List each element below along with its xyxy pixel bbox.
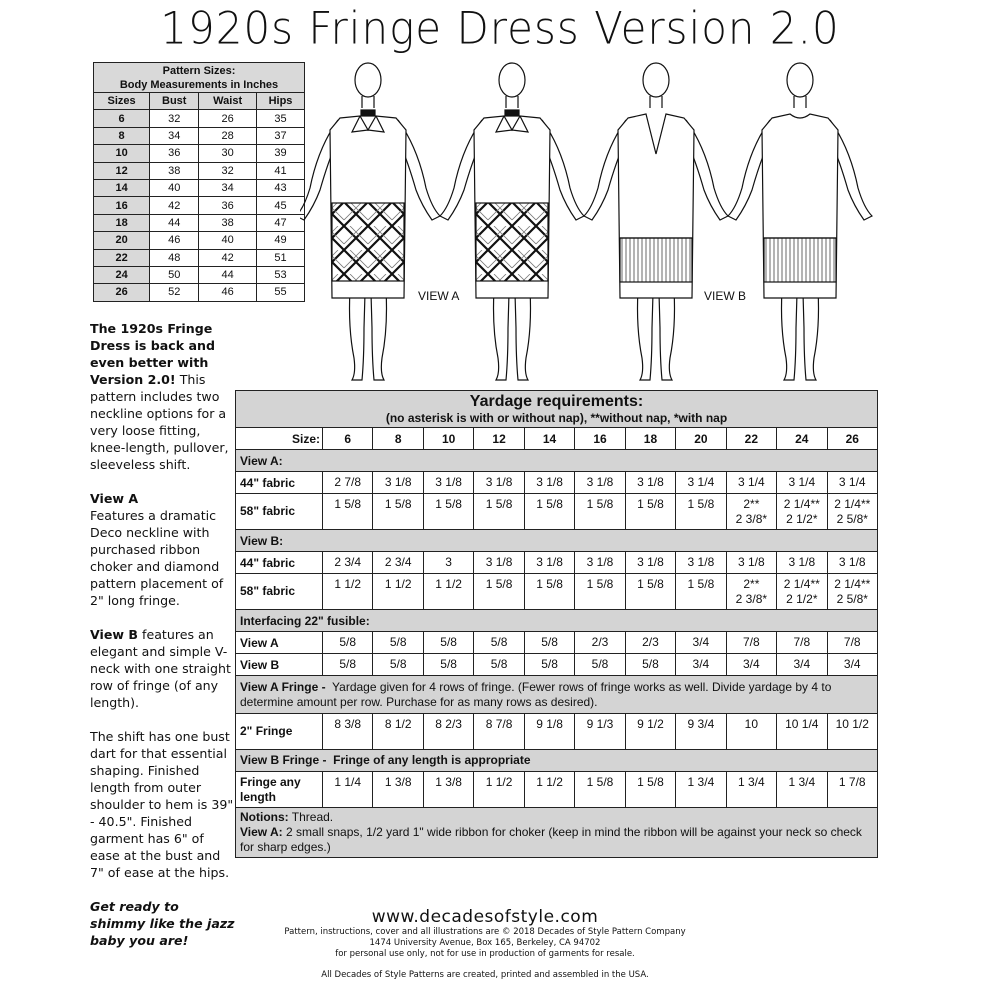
yardage-cell: 3 1/8 — [524, 552, 574, 574]
footer — [235, 907, 735, 980]
size-cell: 6 — [94, 110, 150, 127]
yardage-cell: 1 1/2 — [373, 574, 423, 610]
yardage-cell: 3/4 — [827, 654, 877, 676]
waist-cell: 28 — [199, 127, 257, 144]
yardage-cell: 1 1/2 — [474, 772, 524, 808]
yardage-cell: 1 3/4 — [676, 772, 726, 808]
view-b-back-figure — [728, 63, 872, 380]
hips-cell: 45 — [257, 197, 305, 214]
interfacing-view-a-row — [236, 632, 878, 654]
yardage-cell: 3/4 — [726, 654, 776, 676]
yardage-cell: 3/4 — [676, 654, 726, 676]
col-header-bust: Bust — [150, 93, 199, 110]
hips-cell: 35 — [257, 110, 305, 127]
yardage-cell: 9 3/4 — [676, 714, 726, 750]
hips-cell: 43 — [257, 179, 305, 196]
yardage-cell: 3 1/4 — [827, 472, 877, 494]
yardage-cell: 9 1/8 — [524, 714, 574, 750]
size-chart — [93, 62, 305, 302]
waist-cell: 36 — [199, 197, 257, 214]
yardage-cell: 1 3/4 — [726, 772, 776, 808]
size-row — [94, 214, 305, 231]
bust-cell: 38 — [150, 162, 199, 179]
yardage-cell: 1 1/2 — [323, 574, 373, 610]
yardage-cell: 1 5/8 — [575, 772, 625, 808]
waist-cell: 30 — [199, 145, 257, 162]
yardage-cell: 1 3/8 — [373, 772, 423, 808]
col-header-hips: Hips — [257, 93, 305, 110]
view-a-front-figure — [300, 63, 440, 380]
two-inch-fringe-row — [236, 714, 878, 750]
waist-cell: 40 — [199, 232, 257, 249]
yardage-cell: 1 5/8 — [474, 494, 524, 530]
yardage-cell: 3/4 — [777, 654, 827, 676]
usage-line: for personal use only, not for use in production of garments for resale. — [335, 949, 635, 959]
yardage-cell: 3 1/8 — [676, 552, 726, 574]
yardage-cell: 1 5/8 — [373, 494, 423, 530]
yardage-cell: 1 5/8 — [423, 494, 473, 530]
view-a-section — [236, 450, 878, 472]
yardage-cell: 5/8 — [373, 632, 423, 654]
yardage-cell: 2 1/4** 2 5/8* — [827, 574, 877, 610]
size-row — [94, 284, 305, 301]
view-a-fringe-section — [236, 676, 878, 714]
size-header: 22 — [726, 428, 776, 450]
size-cell: 24 — [94, 266, 150, 283]
size-label: Size: — [236, 428, 323, 450]
yardage-cell: 3 1/8 — [625, 552, 675, 574]
waist-cell: 32 — [199, 162, 257, 179]
copyright-line: Pattern, instructions, cover and all illustrations are © 2018 Decades of Style Pattern Company — [284, 927, 686, 937]
yardage-cell: 10 — [726, 714, 776, 750]
row-label: Fringe any length — [236, 772, 323, 808]
hips-cell: 39 — [257, 145, 305, 162]
bust-cell: 46 — [150, 232, 199, 249]
size-header: 16 — [575, 428, 625, 450]
view-b-front-figure — [584, 63, 728, 380]
bust-cell: 44 — [150, 214, 199, 231]
row-label: 44" fabric — [236, 472, 323, 494]
yardage-cell: 2 7/8 — [323, 472, 373, 494]
hips-cell: 47 — [257, 214, 305, 231]
yardage-cell: 7/8 — [777, 632, 827, 654]
size-row — [94, 232, 305, 249]
bust-cell: 52 — [150, 284, 199, 301]
intro-paragraph: The 1920s Fringe Dress is back and even better with Version 2.0! This pattern includes two neckline options for a very loose fitting, knee-length, pullover, sleeveless shift. — [90, 321, 229, 472]
size-header: 20 — [676, 428, 726, 450]
yardage-cell: 1 5/8 — [625, 494, 675, 530]
size-header: 18 — [625, 428, 675, 450]
yardage-cell: 2/3 — [625, 632, 675, 654]
closing-tagline: Get ready to shimmy like the jazz baby you are! — [90, 899, 235, 948]
yardage-cell: 1 5/8 — [575, 574, 625, 610]
size-cell: 12 — [94, 162, 150, 179]
bust-cell: 50 — [150, 266, 199, 283]
yardage-cell: 5/8 — [474, 632, 524, 654]
yardage-cell: 1 5/8 — [323, 494, 373, 530]
size-row — [94, 197, 305, 214]
size-header: 12 — [474, 428, 524, 450]
yardage-cell: 7/8 — [827, 632, 877, 654]
yardage-cell: 1 5/8 — [676, 574, 726, 610]
yardage-table — [235, 390, 878, 858]
view-b-section — [236, 530, 878, 552]
yardage-cell: 8 2/3 — [423, 714, 473, 750]
yardage-cell: 1 5/8 — [524, 494, 574, 530]
yardage-cell: 8 1/2 — [373, 714, 423, 750]
size-cell: 22 — [94, 249, 150, 266]
yardage-cell: 3 1/8 — [423, 472, 473, 494]
view-b-paragraph: View B features an elegant and simple V-neck with one straight row of fringe (of any length). — [90, 627, 231, 710]
yardage-cell: 3 1/8 — [373, 472, 423, 494]
yardage-cell: 3 1/8 — [575, 552, 625, 574]
view-b-caption: VIEW B — [704, 289, 747, 303]
size-row — [94, 110, 305, 127]
yardage-cell: 2 3/4 — [373, 552, 423, 574]
interfacing-section — [236, 610, 878, 632]
size-row — [94, 266, 305, 283]
address-line: 1474 University Avenue, Box 165, Berkeley, CA 94702 — [369, 938, 601, 948]
yardage-cell: 1 5/8 — [625, 574, 675, 610]
waist-cell: 38 — [199, 214, 257, 231]
yardage-cell: 3 1/8 — [625, 472, 675, 494]
yardage-cell: 5/8 — [575, 654, 625, 676]
fringe-any-length-row — [236, 772, 878, 808]
size-header: 14 — [524, 428, 574, 450]
size-cell: 16 — [94, 197, 150, 214]
row-label: 58" fabric — [236, 574, 323, 610]
hips-cell: 55 — [257, 284, 305, 301]
size-cell: 26 — [94, 284, 150, 301]
hips-cell: 37 — [257, 127, 305, 144]
yardage-cell: 9 1/3 — [575, 714, 625, 750]
hips-cell: 51 — [257, 249, 305, 266]
yardage-cell: 2 1/4** 2 5/8* — [827, 494, 877, 530]
yardage-cell: 1 5/8 — [474, 574, 524, 610]
yardage-cell: 3 1/4 — [726, 472, 776, 494]
made-in-usa-line: All Decades of Style Patterns are created, printed and assembled in the USA. — [321, 970, 649, 980]
yardage-cell: 5/8 — [373, 654, 423, 676]
bust-cell: 36 — [150, 145, 199, 162]
yardage-cell: 1 3/4 — [777, 772, 827, 808]
yardage-cell: 5/8 — [474, 654, 524, 676]
size-cell: 18 — [94, 214, 150, 231]
yardage-cell: 1 5/8 — [524, 574, 574, 610]
bust-cell: 40 — [150, 179, 199, 196]
dress-illustrations — [300, 58, 900, 386]
yardage-cell: 2** 2 3/8* — [726, 574, 776, 610]
view-a-back-figure — [440, 63, 584, 380]
col-header-sizes: Sizes — [94, 93, 150, 110]
yardage-cell: 2 3/4 — [323, 552, 373, 574]
yardage-cell: 1 1/2 — [524, 772, 574, 808]
size-row — [94, 145, 305, 162]
yardage-cell: 3/4 — [676, 632, 726, 654]
yardage-cell: 9 1/2 — [625, 714, 675, 750]
yardage-cell: 10 1/4 — [777, 714, 827, 750]
page-title: 1920s Fringe Dress Version 2.0 — [160, 2, 840, 55]
waist-cell: 26 — [199, 110, 257, 127]
yardage-cell: 2 1/4** 2 1/2* — [777, 494, 827, 530]
view-b-44-row — [236, 552, 878, 574]
row-label: 58" fabric — [236, 494, 323, 530]
website-url: www.decadesofstyle.com — [371, 907, 599, 927]
yardage-cell: 1 7/8 — [827, 772, 877, 808]
size-row — [94, 179, 305, 196]
notions-note: Notions: Thread. View A: 2 small snaps, 1/2 yard 1" wide ribbon for choker (keep in mind the ribbon will be against your neck so check for sharp edges.) — [236, 808, 878, 858]
view-a-44-row — [236, 472, 878, 494]
yardage-cell: 3 1/4 — [777, 472, 827, 494]
yardage-cell: 1 1/2 — [423, 574, 473, 610]
yardage-cell: 5/8 — [423, 632, 473, 654]
row-label: 44" fabric — [236, 552, 323, 574]
row-label: View A — [236, 632, 323, 654]
section-heading: Interfacing 22" fusible: — [236, 610, 878, 632]
yardage-cell: 2** 2 3/8* — [726, 494, 776, 530]
yardage-cell: 3 1/8 — [777, 552, 827, 574]
hips-cell: 53 — [257, 266, 305, 283]
col-header-waist: Waist — [199, 93, 257, 110]
yardage-cell: 5/8 — [524, 654, 574, 676]
view-a-caption: VIEW A — [418, 289, 460, 303]
yardage-cell: 3 1/8 — [726, 552, 776, 574]
view-a-paragraph: View A Features a dramatic Deco neckline with purchased ribbon choker and diamond pattern placement of 2" long fringe. — [90, 491, 224, 608]
yardage-cell: 1 5/8 — [625, 772, 675, 808]
size-chart-caption: Pattern Sizes: Body Measurements in Inches — [94, 63, 305, 93]
yardage-cell: 5/8 — [323, 654, 373, 676]
yardage-cell: 1 1/4 — [323, 772, 373, 808]
bust-cell: 34 — [150, 127, 199, 144]
hips-cell: 49 — [257, 232, 305, 249]
bust-cell: 48 — [150, 249, 199, 266]
size-row — [94, 127, 305, 144]
yardage-cell: 8 3/8 — [323, 714, 373, 750]
waist-cell: 46 — [199, 284, 257, 301]
yardage-cell: 2/3 — [575, 632, 625, 654]
size-header: 26 — [827, 428, 877, 450]
shift-paragraph: The shift has one bust dart for that essential shaping. Finished length from outer shoulder to hem is 39" - 40.5". Finished garment has 6" of ease at the bust and 7" of ease at the hips. — [90, 729, 234, 880]
row-label: View B — [236, 654, 323, 676]
size-row — [94, 162, 305, 179]
yardage-cell: 3 1/4 — [676, 472, 726, 494]
size-header-row — [236, 428, 878, 450]
yardage-cell: 5/8 — [423, 654, 473, 676]
interfacing-view-b-row — [236, 654, 878, 676]
yardage-cell: 3 1/8 — [827, 552, 877, 574]
size-header: 6 — [323, 428, 373, 450]
size-header: 24 — [777, 428, 827, 450]
yardage-cell: 3 1/8 — [474, 552, 524, 574]
view-b-58-row — [236, 574, 878, 610]
notions-section — [236, 808, 878, 858]
bust-cell: 42 — [150, 197, 199, 214]
yardage-cell: 2 1/4** 2 1/2* — [777, 574, 827, 610]
view-b-fringe-section — [236, 750, 878, 772]
hips-cell: 41 — [257, 162, 305, 179]
yardage-cell: 5/8 — [625, 654, 675, 676]
fringe-a-note: View A Fringe - Yardage given for 4 rows of fringe. (Fewer rows of fringe works as well. Divide yardage by 4 to determine amount per row. Purchase for as many rows as desired). — [236, 676, 878, 714]
waist-cell: 42 — [199, 249, 257, 266]
size-cell: 20 — [94, 232, 150, 249]
yardage-cell: 3 1/8 — [524, 472, 574, 494]
yardage-cell: 1 3/8 — [423, 772, 473, 808]
yardage-cell: 1 5/8 — [676, 494, 726, 530]
size-cell: 8 — [94, 127, 150, 144]
view-a-58-row — [236, 494, 878, 530]
size-cell: 10 — [94, 145, 150, 162]
row-label: 2" Fringe — [236, 714, 323, 750]
yardage-cell: 8 7/8 — [474, 714, 524, 750]
pattern-description — [90, 320, 236, 966]
size-header: 8 — [373, 428, 423, 450]
yardage-cell: 1 5/8 — [575, 494, 625, 530]
waist-cell: 34 — [199, 179, 257, 196]
yardage-title: Yardage requirements: (no asterisk is with or without nap), **without nap, *with nap — [236, 391, 878, 428]
yardage-cell: 10 1/2 — [827, 714, 877, 750]
section-heading: View A: — [236, 450, 878, 472]
section-heading: View B: — [236, 530, 878, 552]
yardage-cell: 3 1/8 — [575, 472, 625, 494]
yardage-cell: 7/8 — [726, 632, 776, 654]
fringe-b-note: View B Fringe - Fringe of any length is appropriate — [236, 750, 878, 772]
yardage-cell: 5/8 — [323, 632, 373, 654]
yardage-cell: 3 1/8 — [474, 472, 524, 494]
yardage-cell: 5/8 — [524, 632, 574, 654]
bust-cell: 32 — [150, 110, 199, 127]
size-cell: 14 — [94, 179, 150, 196]
size-header: 10 — [423, 428, 473, 450]
yardage-cell: 3 — [423, 552, 473, 574]
waist-cell: 44 — [199, 266, 257, 283]
size-row — [94, 249, 305, 266]
